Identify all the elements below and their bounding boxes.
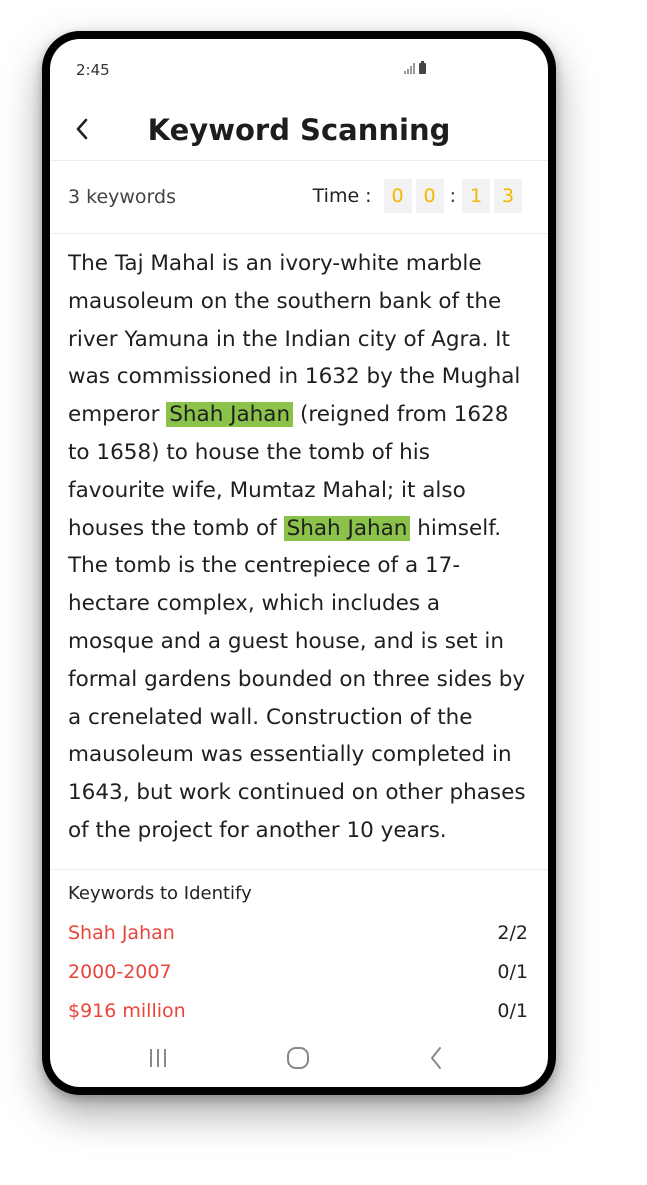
- recent-apps-button[interactable]: [143, 1045, 173, 1071]
- passage-segment: (reigned from 1628 to 1658) to house the tomb of his favourite wife, Mumtaz Mahal; it also houses the tomb of: [68, 402, 509, 541]
- keywords-panel: [50, 869, 548, 1029]
- signal-icon: [404, 63, 415, 74]
- keyword-highlight[interactable]: Shah Jahan: [284, 516, 411, 541]
- passage-scroll-area[interactable]: [50, 235, 548, 869]
- timer: [313, 179, 526, 213]
- info-row: [50, 162, 548, 234]
- home-icon: [286, 1046, 310, 1070]
- keywords-title: Keywords to Identify: [68, 883, 252, 904]
- timer-digit: 1: [462, 179, 490, 213]
- timer-label: Time :: [312, 185, 372, 207]
- status-bar: [50, 39, 548, 99]
- passage-text: [68, 245, 530, 850]
- keyword-score: 0/1: [497, 1000, 528, 1022]
- timer-digit: 0: [416, 179, 444, 213]
- timer-digit: 3: [494, 179, 522, 213]
- keyword-name: $916 million: [68, 1000, 186, 1022]
- keyword-row: [68, 996, 528, 1026]
- passage-segment: The Taj Mahal is an ivory-white marble mausoleum on the southern bank of the river Yamuna in the Indian city of Agra. It was commissioned in 1632 by the Mughal emperor: [68, 251, 521, 428]
- system-nav-bar: [50, 1029, 548, 1087]
- keyword-score: 0/1: [497, 961, 528, 983]
- passage-segment: himself. The tomb is the centrepiece of a 17-hectare complex, which includes a mosque and a guest house, and is set in formal gardens bounded on three sides by a crenelated wall. Construction of the mausoleum was essentially completed in 1643, but work continued on other phases of the project for another 10 years.: [68, 515, 526, 843]
- phone-frame: [42, 31, 556, 1095]
- app-header: [50, 99, 548, 161]
- recent-apps-icon: [148, 1047, 168, 1069]
- timer-separator: :: [449, 185, 456, 207]
- keyword-name: 2000-2007: [68, 961, 172, 983]
- battery-icon: [419, 63, 426, 74]
- nav-back-button[interactable]: [421, 1045, 451, 1071]
- keyword-highlight[interactable]: Shah Jahan: [166, 402, 293, 427]
- keyword-row: [68, 957, 528, 987]
- home-button[interactable]: [283, 1045, 313, 1071]
- status-icons: [404, 63, 426, 74]
- page-title: Keyword Scanning: [147, 113, 451, 147]
- keyword-name: Shah Jahan: [68, 922, 175, 944]
- screen: [50, 39, 548, 1087]
- keyword-row: [68, 918, 528, 948]
- keyword-count: 3 keywords: [68, 186, 176, 208]
- keyword-score: 2/2: [497, 922, 528, 944]
- timer-digit: 0: [384, 179, 412, 213]
- back-icon: [428, 1046, 444, 1070]
- status-time: 2:45: [76, 61, 110, 79]
